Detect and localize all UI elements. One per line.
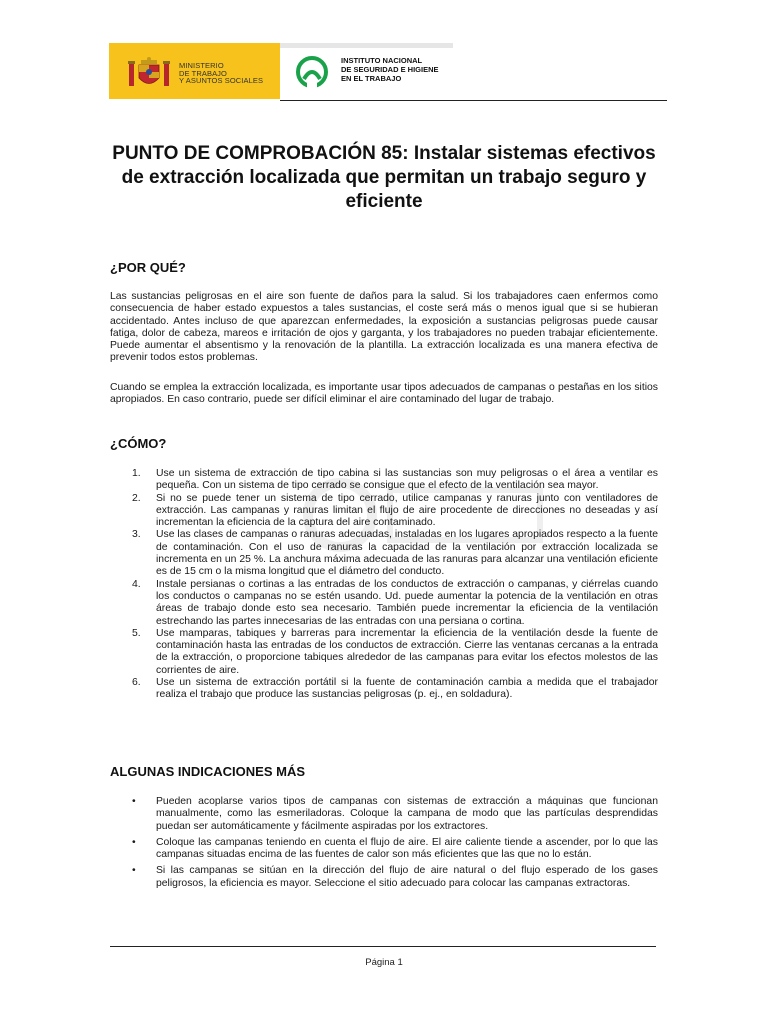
step-text: Si no se puede tener un sistema de tipo cerrado, utilice campanas y ranuras junto con ventiladores de extracción. Las campanas y ranuras limitan el flujo de aire procedente de direcciones no deseadas y así incrementan la eficiencia de la captura del aire contaminado.: [156, 492, 658, 529]
list-item: [110, 628, 658, 677]
institute-line: DE SEGURIDAD E HIGIENE: [341, 65, 439, 74]
step-text: Use las clases de campanas o ranuras adecuadas, instaladas en los lugares apropiados respecto a la fuente de contaminación. Con el uso de ranuras la capacidad de la ventilación por extracción localizada se incrementa en un 25 %. La anchura máxima adecuada de las ranuras para alcanzar una ventilación eficiente es de 15 cm o la misma longitud que el diámetro del conducto.: [156, 529, 658, 578]
why-heading: ¿POR QUÉ?: [110, 260, 186, 275]
ministry-band: [109, 43, 280, 99]
list-item: [110, 865, 658, 890]
step-text: Use un sistema de extracción portátil si la fuente de contaminación cambia a medida que el trabajador realiza el trabajo que produce las sustancias peligrosas (p. ej., en soldadura).: [156, 677, 658, 701]
why-paragraph-2: Cuando se emplea la extracción localizada, es importante usar tipos adecuados de campanas o pestañas en los sitios apropiados. En caso contrario, puede ser difícil eliminar el aire contaminado del lugar de trabajo.: [110, 382, 658, 406]
ministry-name: [179, 62, 279, 85]
ministry-line: DE TRABAJO: [179, 68, 227, 78]
bullet-icon: •: [132, 865, 136, 877]
step-text: Instale persianas o cortinas a las entradas de los conductos de extracción o campanas, y ciérrelas cuando los conductos o campanas no se estén usando. Ud. puede aumentar la potencia de la ventilación en otras áreas de trabajo donde esto sea necesario. También puede incrementar la eficiencia de la ventilación estrechando las partes innecesarias de las entradas con una persiana o cortina.: [156, 578, 658, 627]
coat-of-arms-icon: [127, 56, 171, 90]
tips-list: [110, 796, 658, 894]
how-heading: ¿CÓMO?: [110, 436, 167, 451]
bullet-icon: •: [132, 836, 136, 848]
list-item: [110, 579, 658, 628]
list-item: [110, 468, 658, 493]
list-item: [110, 493, 658, 530]
why-paragraph-1: Las sustancias peligrosas en el aire son fuente de daños para la salud. Si los trabajadores caen enfermos como consecuencia de haber estado expuestos a tales sustancias, el coste será más o menos igual que si se hubieran accidentado. Antes incluso de que aparezcan enfermedades, la exposición a sustancias peligrosas puede causar fatiga, dolor de cabeza, mareos e irritación de ojos y garganta, y los trabajadores no pueden trabajar eficientemente. Puede aumentar el absentismo y la renovación de la plantilla. La extracción localizada es una manera efectiva de prevenir todos estos problemas.: [110, 291, 658, 364]
insht-logo-icon: [295, 55, 329, 89]
document-header: [109, 43, 667, 101]
step-number: 1.: [132, 468, 141, 479]
bullet-icon: •: [132, 796, 136, 807]
ministry-line: Y ASUNTOS SOCIALES: [179, 76, 264, 85]
tip-text: Coloque las campanas teniendo en cuenta el flujo de aire. El aire caliente tiende a ascender, por lo que las campanas situadas encima de las fuentes de calor son más eficientes que las que no lo están.: [156, 836, 658, 861]
step-text: Use un sistema de extracción de tipo cabina si las sustancias son muy peligrosas o el área a ventilar es pequeña. Con un sistema de tipo cerrado se consigue que el efecto de la ventilación sea mayor.: [156, 468, 658, 492]
tips-heading: ALGUNAS INDICACIONES MÁS: [110, 764, 306, 779]
step-text: Use mamparas, tabiques y barreras para incrementar la eficiencia de la ventilación desde la fuente de contaminación hasta las entradas de los conductos de extracción. Cierre las ventanas cercanas a la entrada de la extracción, o proporcione tabiques alrededor de las campanas para evitar los efectos molestos de las corrientes de aire.: [156, 627, 658, 676]
institute-line: EN EL TRABAJO: [341, 74, 402, 83]
list-item: [110, 837, 658, 862]
list-item: [110, 796, 658, 833]
header-grey-band: [280, 43, 453, 48]
ministry-line: MINISTERIO: [179, 61, 224, 70]
institute-line: INSTITUTO NACIONAL: [341, 56, 423, 65]
step-number: 4.: [132, 578, 141, 590]
step-number: 5.: [132, 627, 141, 639]
step-number: 3.: [132, 529, 141, 541]
list-item: [110, 529, 658, 578]
footer-rule: [110, 946, 656, 947]
step-number: 6.: [132, 677, 141, 689]
tip-text: Si las campanas se sitúan en la dirección del flujo de aire natural o del flujo esperado de los gases peligrosos, la eficiencia es mayor. Seleccione el sitio adecuado para colocar las campanas extractoras.: [156, 865, 658, 889]
header-rule: [280, 100, 667, 101]
tip-text: Pueden acoplarse varios tipos de campanas con sistemas de extracción a máquinas que funcionan manualmente, como las esmeriladoras. Coloque la campana de modo que las partículas desprendidas puedan ser automáticamente y fácilmente aspiradas por los extractores.: [156, 796, 658, 832]
list-item: [110, 677, 658, 702]
page-title: PUNTO DE COMPROBACIÓN 85: Instalar sistemas efectivos de extracción localizada que permitan un trabajo seguro y eficiente: [112, 143, 656, 212]
institute-name: [341, 56, 471, 83]
how-steps-list: [110, 468, 658, 702]
step-number: 2.: [132, 492, 141, 504]
page-number: Página 1: [365, 957, 403, 968]
